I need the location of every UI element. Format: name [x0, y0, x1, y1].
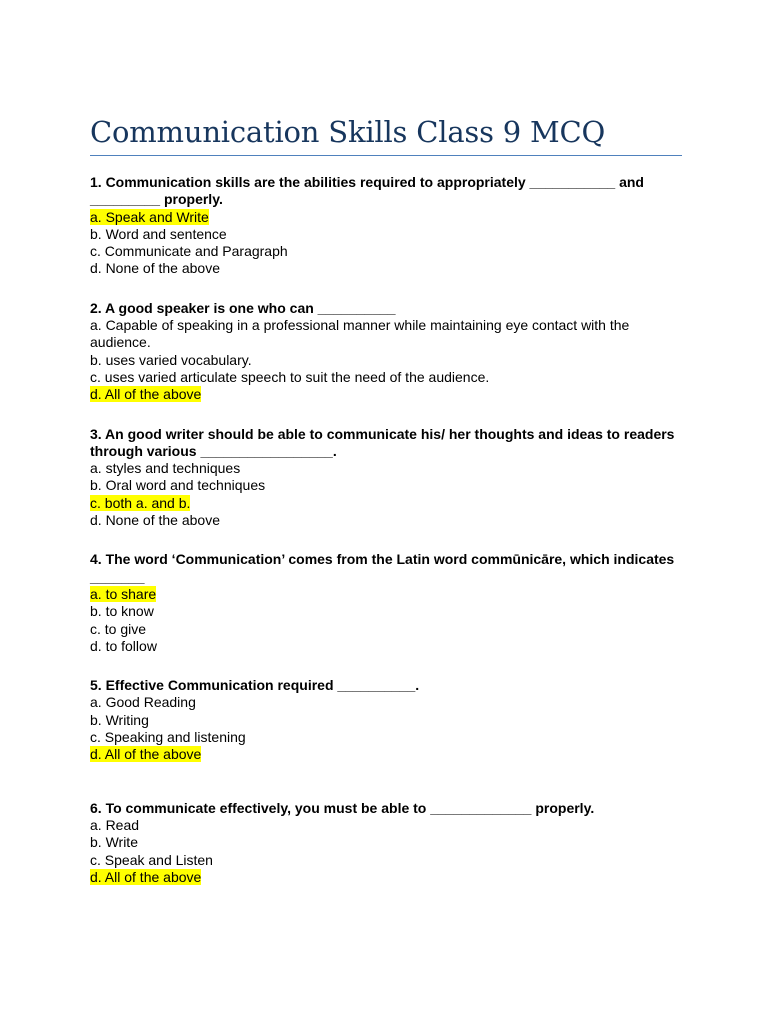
option-d	[90, 386, 682, 403]
answer-highlight: a. to share	[90, 585, 157, 602]
option-a	[90, 209, 682, 226]
question-4	[90, 551, 682, 655]
option-d: d. to follow	[90, 637, 157, 654]
question-spacer	[90, 529, 682, 551]
question-5	[90, 677, 682, 763]
option-b: b. uses varied vocabulary.	[90, 351, 252, 368]
option-c: c. to give	[90, 620, 147, 637]
question-spacer	[90, 404, 682, 426]
answer-highlight: d. All of the above	[90, 746, 202, 763]
question-spacer	[90, 764, 682, 800]
option-c: c. Communicate and Paragraph	[90, 243, 288, 260]
page-title: Communication Skills Class 9 MCQ	[90, 115, 606, 149]
question-text: 5. Effective Communication required __________.	[90, 677, 420, 694]
option-a: a. Capable of speaking in a professional manner while maintaining eye contact with the audience.	[90, 317, 630, 351]
question-text: 1. Communication skills are the abilities required to appropriately ___________ and _________ properly.	[90, 174, 644, 208]
option-a: a. Good Reading	[90, 694, 196, 711]
option-a: a. styles and techniques	[90, 460, 241, 477]
option-a: a. Read	[90, 816, 140, 833]
question-text: 4. The word ‘Communication’ comes from the Latin word commūnicāre, which indicates _______	[90, 551, 675, 585]
option-c	[90, 495, 682, 512]
answer-highlight: d. All of the above	[90, 386, 202, 403]
answer-highlight: d. All of the above	[90, 868, 202, 885]
question-spacer	[90, 655, 682, 677]
question-3	[90, 426, 682, 530]
option-d	[90, 746, 682, 763]
option-b: b. Word and sentence	[90, 225, 227, 242]
option-b: b. Write	[90, 834, 138, 851]
question-text: 2. A good speaker is one who can __________	[90, 299, 396, 316]
option-d: d. None of the above	[90, 260, 220, 277]
option-d: d. None of the above	[90, 512, 220, 529]
option-b: b. Oral word and techniques	[90, 477, 266, 494]
option-d	[90, 869, 682, 886]
question-6	[90, 800, 682, 886]
title-divider	[90, 155, 682, 156]
question-1	[90, 174, 682, 278]
document-page	[90, 0, 682, 886]
option-c: c. Speak and Listen	[90, 851, 213, 868]
question-2	[90, 300, 682, 404]
question-text: 3. An good writer should be able to communicate his/ her thoughts and ideas to readers through various _________________.	[90, 425, 675, 459]
option-b: b. to know	[90, 603, 154, 620]
option-c: c. Speaking and listening	[90, 729, 246, 746]
option-b: b. Writing	[90, 711, 149, 728]
question-list	[90, 174, 682, 886]
option-c: c. uses varied articulate speech to suit the need of the audience.	[90, 368, 490, 385]
question-text: 6. To communicate effectively, you must be able to _____________ properly.	[90, 799, 595, 816]
option-a	[90, 586, 682, 603]
answer-highlight: c. both a. and b.	[90, 494, 191, 511]
question-spacer	[90, 278, 682, 300]
answer-highlight: a. Speak and Write	[90, 208, 209, 225]
